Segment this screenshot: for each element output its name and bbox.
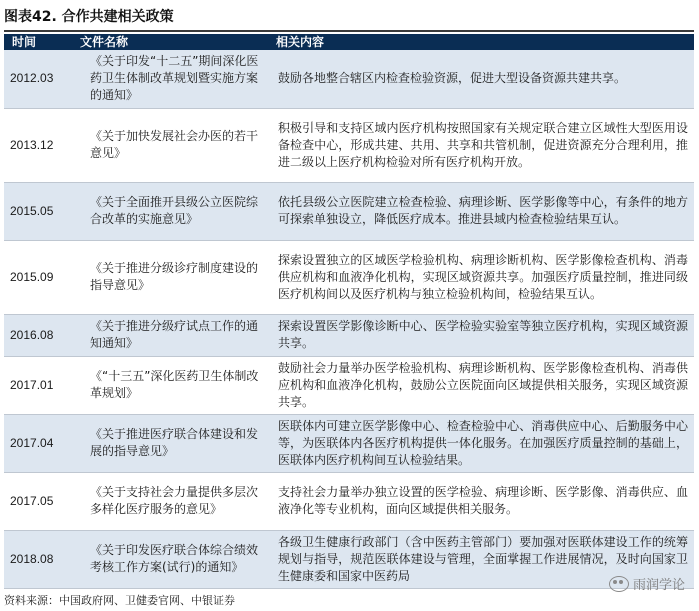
row-doc: 《关于印发“十二五”期间深化医药卫生体制改革规划暨实施方案的通知》 [72, 50, 268, 108]
row-content: 探索设置独立的区域医学检验机构、病理诊断机构、医学影像检查机构、消毒供应机构和血液净化机构，实现区域资源共享。加强医疗质量控制，推进同级医疗机构间以及医疗机构与独立检验机构间，检验结果互认。 [268, 240, 694, 314]
row-content: 支持社会力量举办独立设置的医学检验、病理诊断、医学影像、消毒供应、血液净化等专业机构，面向区域提供相关服务。 [268, 472, 694, 530]
row-content: 医联体内可建立医学影像中心、检查检验中心、消毒供应中心、后勤服务中心等，为医联体内各医疗机构提供一体化服务。在加强医疗质量控制的基础上，医联体内医疗机构间互认检验结果。 [268, 414, 694, 472]
table-row [4, 472, 694, 530]
row-content: 探索设置医学影像诊断中心、医学检验实验室等独立医疗机构，实现区域资源共享。 [268, 314, 694, 356]
row-time: 2018.08 [4, 530, 72, 588]
header-content: 相关内容 [268, 34, 694, 50]
table-row [4, 108, 694, 182]
row-time: 2013.12 [4, 108, 72, 182]
table-header-row [4, 34, 694, 50]
table-row [4, 50, 694, 108]
row-content: 各级卫生健康行政部门（含中医药主管部门）要加强对医联体建设工作的统筹规划与指导，规范医联体建设与管理，全面掌握工作进展情况，及时向国家卫生健康委和国家中医药局 [268, 530, 694, 588]
row-doc: 《关于印发医疗联合体综合绩效考核工作方案(试行)的通知》 [72, 530, 268, 588]
row-doc: 《关于支持社会力量提供多层次多样化医疗服务的意见》 [72, 472, 268, 530]
row-time: 2017.01 [4, 356, 72, 414]
header-doc: 文件名称 [72, 34, 268, 50]
watermark-text: 雨润学论 [632, 578, 685, 593]
wechat-icon [609, 576, 629, 592]
table-row [4, 356, 694, 414]
row-time: 2017.05 [4, 472, 72, 530]
row-content: 积极引导和支持区域内医疗机构按照国家有关规定联合建立区域性大型医用设备检查中心，形成共建、共用、共享和共管机制，促进资源充分合理利用，推进二级以上医疗机构检验对所有医疗机构开放。 [268, 108, 694, 182]
row-content: 鼓励社会力量举办医学检验机构、病理诊断机构、医学影像检查机构、消毒供应机构和血液净化机构，鼓励公立医院面向区域提供相关服务，实现区域资源共享。 [268, 356, 694, 414]
row-time: 2017.04 [4, 414, 72, 472]
table-row [4, 314, 694, 356]
row-time: 2015.05 [4, 182, 72, 240]
table-row [4, 240, 694, 314]
row-content: 依托县级公立医院建立检查检验、病理诊断、医学影像等中心，有条件的地方可探索单独设立，降低医疗成本。推进县域内检查检验结果互认。 [268, 182, 694, 240]
row-doc: 《关于推进医疗联合体建设和发展的指导意见》 [72, 414, 268, 472]
title-divider [4, 30, 694, 32]
table-row [4, 530, 694, 588]
watermark [609, 574, 685, 593]
row-doc: 《关于全面推开县级公立医院综合改革的实施意见》 [72, 182, 268, 240]
source-note: 资料来源：中国政府网、卫健委官网、中银证券 [4, 594, 235, 607]
row-time: 2016.08 [4, 314, 72, 356]
table-row [4, 182, 694, 240]
header-time: 时间 [4, 34, 72, 50]
row-doc: 《关于推进分级诊疗制度建设的指导意见》 [72, 240, 268, 314]
row-time: 2012.03 [4, 50, 72, 108]
row-content: 鼓励各地整合辖区内检查检验资源，促进大型设备资源共建共享。 [268, 50, 694, 108]
row-time: 2015.09 [4, 240, 72, 314]
row-doc: 《“十三五”深化医药卫生体制改革规划》 [72, 356, 268, 414]
table-row [4, 414, 694, 472]
figure-title: 图表42. 合作共建相关政策 [4, 9, 174, 25]
policy-table [4, 34, 694, 589]
row-doc: 《关于加快发展社会办医的若干意见》 [72, 108, 268, 182]
row-doc: 《关于推进分级疗试点工作的通知通知》 [72, 314, 268, 356]
